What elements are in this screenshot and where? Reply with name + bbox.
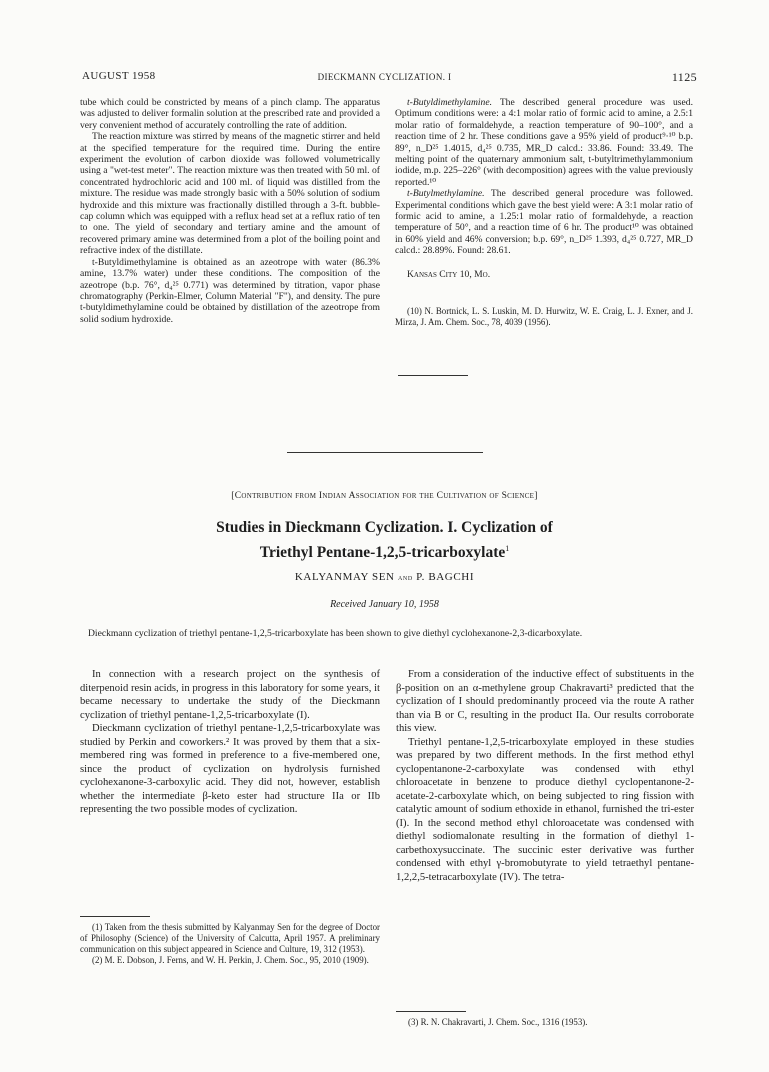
paragraph: Triethyl pentane-1,2,5-tricarboxylate employed in these studies was prepared by two different methods. In the first method ethyl cyclopentanone-2-carboxylate was condensed with ethyl chloroacetate in benzene to produce diethyl cyclopentanone-2-acetate-2-carboxylate which, on being subjected to ring fission with catalytic amount of sodium ethoxide in ethanol, furnished the tri-ester (I). In the second method ethyl chloroacetate was condensed with diethyl sodiomalonate resulting in the formation of diethyl 1-carbethoxysuccinate. The succinic ester derivative was further condensed with ethyl γ-bromobutyrate to yield tetraethyl pentane-1,2,2,5-tetracarboxylate (IV). The tetra- <box>396 736 694 883</box>
footnote-divider <box>80 916 150 917</box>
footnote-3: (3) R. N. Chakravarti, J. Chem. Soc., 1316 (1953). <box>408 1017 588 1027</box>
footnote-2: (2) M. E. Dobson, J. Ferns, and W. H. Perkin, J. Chem. Soc., 95, 2010 (1909). <box>92 955 369 965</box>
paragraph: From a consideration of the inductive effect of substituents in the β-position on an α-methylene group Chakravarti³ predicted that the cyclization of I should predominantly proceed via the route A rather than via B or C, resulting in the product IIa. Our results corroborate this view. <box>396 669 694 734</box>
paragraph: In connection with a research project on the synthesis of diterpenoid resin acids, in progress in this laboratory for some years, it became necessary to undertake the study of the Dieckmann cyclization of triethyl pentane-1,2,5-tricarboxylate (I). <box>80 669 380 721</box>
section-run-in-heading: t-Butyldimethylamine. <box>407 97 492 108</box>
paragraph-body: The described general procedure was used. Optimum conditions were: a 4:1 molar ratio of formic acid to amine, a 2.5:1 molar ratio of formaldehyde, a reaction temperature of 90–100°, and a reaction time of 2 hr. These conditions gave a 95% yield of product⁹·¹⁰ b.p. 89°, n_D²⁵ 1.4015, d₄²⁵ 0.735, MR_D calcd.: 33.86. Found: 33.49. The melting point of the quaternary ammonium salt, t-butyltrimethylammonium iodide, m.p. 225–226° (with decomposition) agrees with the value previously reported.¹⁰ <box>395 97 693 188</box>
article-body-right-column <box>396 668 694 884</box>
author-location: Kansas City 10, Mo. <box>407 268 491 280</box>
author-name: KALYANMAY SEN <box>294 571 395 583</box>
author-line <box>0 571 769 583</box>
title-footnote-mark: 1 <box>505 544 510 553</box>
footnote-1: (1) Taken from the thesis submitted by Kalyanmay Sen for the degree of Doctor of Philosophy (Science) of the University of Calcutta, April 1957. A preliminary communication on this subject appeared in Science and Culture, 19, 312 (1953). <box>80 922 380 954</box>
page-number: 1125 <box>671 70 697 84</box>
author-name: P. BAGCHI <box>416 571 475 583</box>
footnotes-left <box>80 922 380 966</box>
section-run-in-heading: t-Butylmethylamine. <box>407 188 485 200</box>
footnote-divider <box>396 1011 466 1012</box>
running-header-title: DIECKMANN CYCLIZATION. I <box>317 72 452 82</box>
article-title-line1: Studies in Dieckmann Cyclization. I. Cyclization of <box>216 519 553 536</box>
paragraph: Dieckmann cyclization of triethyl pentane-1,2,5-tricarboxylate was studied by Perkin and coworkers.² It was proved by them that a six-membered ring was formed in preference to a five-membered one, since the product of cyclization on hydrolysis furnished cyclohexanone-3-carboxylic acid. They did not, however, establish whether the intermediate β-keto ester had structure IIa or IIb representing the two possible modes of cyclization. <box>80 723 380 815</box>
paragraph: t-Butyldimethylamine is obtained as an azeotrope with water (86.3% amine, 13.7% water) under these conditions. The composition of the azeotrope (b.p. 76°, d₄²⁵ 0.771) was determined by titration, vapor phase chromatography (Perkin-Elmer, Column Material "F"), and density. The pure t-butyldimethylamine could be obtained by distillation of the azeotrope from solid sodium hydroxide. <box>80 256 380 325</box>
previous-article-left-column <box>80 97 380 325</box>
paragraph-body: The described general procedure was followed. Experimental conditions which gave the best yield were: A 3:1 molar ratio of formic acid to amine, a 1.25:1 molar ratio of formaldehyde, a reaction temperature of 50°, and a reaction time of 6 hr. The product¹⁰ was obtained in 60% yield and 46% conversion; b.p. 69°, n_D²⁵ 1.393, d₄²⁵ 0.727, MR_D calcd.: 28.89%. Found: 28.61. <box>395 188 693 257</box>
article-title-line2 <box>0 538 769 563</box>
title-text: Triethyl Pentane-1,2,5-tricarboxylate <box>259 544 506 562</box>
previous-article-right-column <box>395 97 693 328</box>
footnotes-right <box>396 1017 694 1028</box>
paragraph <box>395 97 693 188</box>
running-header-date: AUGUST 1958 <box>82 70 156 82</box>
paragraph: The reaction mixture was stirred by means of the magnetic stirrer and held at the specified temperature for the required time. During the entire experiment the evolution of carbon dioxide was followed volumetrically using a "wet-test meter". The reaction mixture was then treated with 50 ml. of concentrated hydrochloric acid and 100 ml. of liquid was distilled from the mixture. The residue was made strongly basic with a 50% solution of sodium hydroxide and this mixture was fractionally distilled through a 3-ft. bubble-cap column which was equipped with a reflux head set at a reflux ratio of ten to one. The yield of secondary and tertiary amine and the amount of recovered primary amine was determined from a plot of the boiling point and refractive index of the distillate. <box>80 131 380 257</box>
footnote-divider <box>398 375 468 376</box>
paragraph: tube which could be constricted by means of a pinch clamp. The apparatus was adjusted to deliver formalin solution at the prescribed rate and provided a very convenient method of accurately controlling the rate of addition. <box>80 97 380 131</box>
abstract: Dieckmann cyclization of triethyl pentane-1,2,5-tricarboxylate has been shown to give diethyl cyclohexanone-2,3-dicarboxylate. <box>88 628 583 639</box>
received-date: Received January 10, 1958 <box>330 599 439 610</box>
paragraph <box>395 188 693 256</box>
contribution-line: [Contribution from Indian Association for the Cultivation of Science] <box>231 491 538 501</box>
article-divider <box>287 452 483 453</box>
article-body-left-column <box>80 668 380 817</box>
author-conjunction: and <box>397 572 413 582</box>
footnote-10: (10) N. Bortnick, L. S. Luskin, M. D. Hurwitz, W. E. Craig, L. J. Exner, and J. Mirza, J. Am. Chem. Soc., 78, 4039 (1956). <box>395 306 693 328</box>
